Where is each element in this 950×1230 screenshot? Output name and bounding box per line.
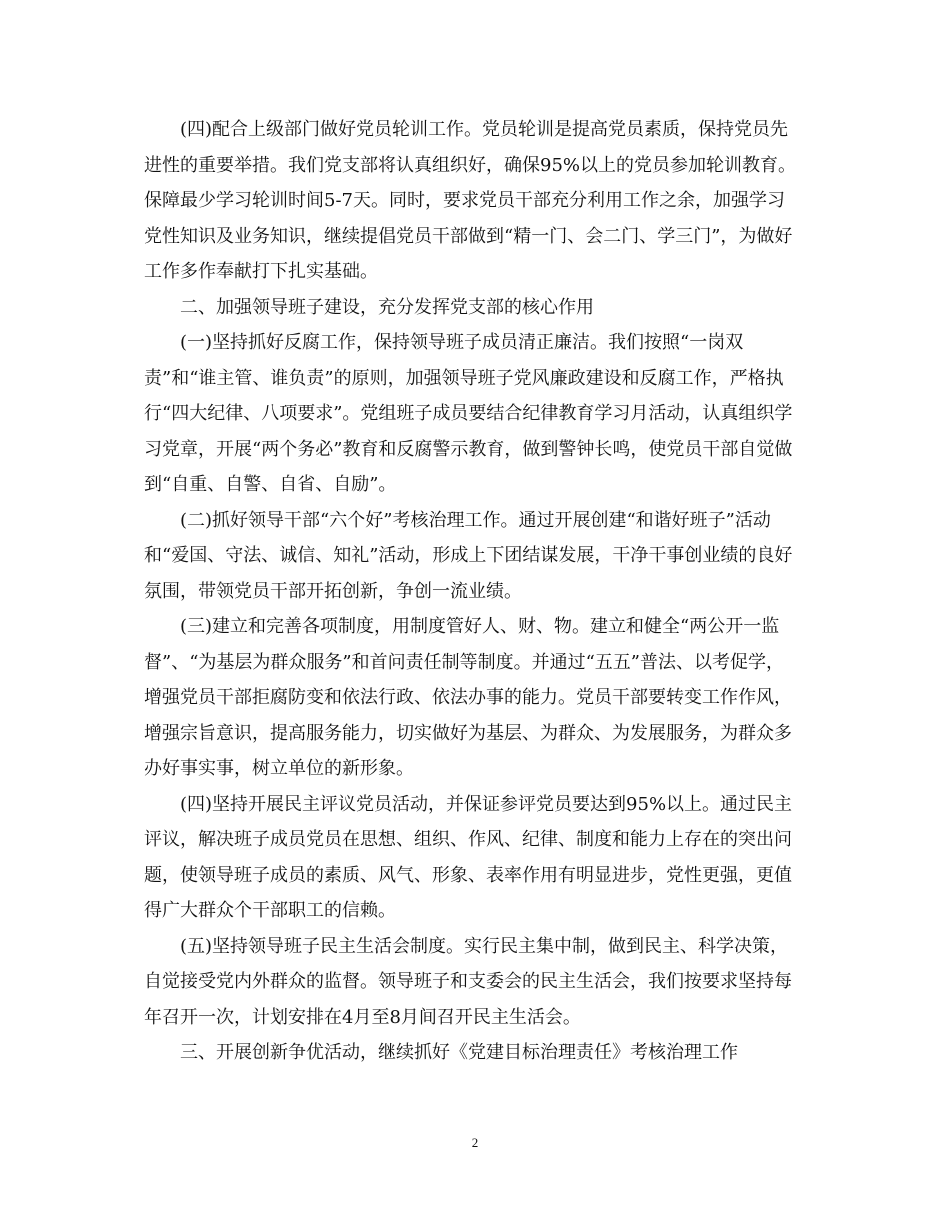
paragraph-party-training: (四)配合上级部门做好党员轮训工作。党员轮训是提高党员素质，保持党员先进性的重要举措。我们党支部将认真组织好，确保95%以上的党员参加轮训教育。保障最少学习轮训时间5-7天。同时，要求党员干部充分利用工作之余，加强学习党性知识及业务知识，继续提倡党员干部做到“精一门、会二门、学三门”，为做好工作多作奉献打下扎实基础。 [144, 119, 797, 282]
paragraph-anti-corruption: (一)坚持抓好反腐工作，保持领导班子成员清正廉洁。我们按照“一岗双责”和“谁主管、谁负责”的原则，加强领导班子党风廉政建设和反腐工作，严格执行“四大纪律、八项要求”。党组班子成员要结合纪律教育学习月活动，认真组织学习党章，开展“两个务必”教育和反腐警示教育，做到警钟长鸣，使党员干部自觉做到“自重、自警、自省、自励”。 [144, 332, 793, 495]
section-heading-innovation: 三、开展创新争优活动，继续抓好《党建目标治理责任》考核治理工作 [180, 1042, 738, 1063]
document-body [144, 112, 800, 1071]
paragraph-six-goods-assessment: (二)抓好领导干部“六个好”考核治理工作。通过开展创建“和谐好班子”活动和“爱国、守法、诚信、知礼”活动，形成上下团结谋发展，干净干事创业绩的良好氛围，带领党员干部开拓创新，争创一流业绩。 [144, 509, 793, 602]
section-heading-leadership: 二、加强领导班子建设，充分发挥党支部的核心作用 [180, 296, 594, 318]
page-number: 2 [471, 1135, 479, 1150]
paragraph-democratic-life-meeting: (五)坚持领导班子民主生活会制度。实行民主集中制，做到民主、科学决策，自觉接受党内外群众的监督。领导班子和支委会的民主生活会，我们按要求坚持每年召开一次，计划安排在4月至8月间召开民主生活会。 [144, 935, 792, 1028]
paragraph-systems: (三)建立和完善各项制度，用制度管好人、财、物。建立和健全“两公开一监督”、“为基层为群众服务”和首问责任制等制度。并通过“五五”普法、以考促学，增强党员干部拒腐防变和依法行政、依法办事的能力。党员干部要转变工作作风，增强宗旨意识，提高服务能力，切实做好为基层、为群众、为发展服务，为群众多办好事实事，树立单位的新形象。 [144, 616, 792, 779]
paragraph-democratic-evaluation: (四)坚持开展民主评议党员活动，并保证参评党员要达到95%以上。通过民主评议，解决班子成员党员在思想、组织、作风、纪律、制度和能力上存在的突出问题，使领导班子成员的素质、风气、形象、表率作用有明显进步，党性更强，更值得广大群众个干部职工的信赖。 [144, 793, 793, 921]
